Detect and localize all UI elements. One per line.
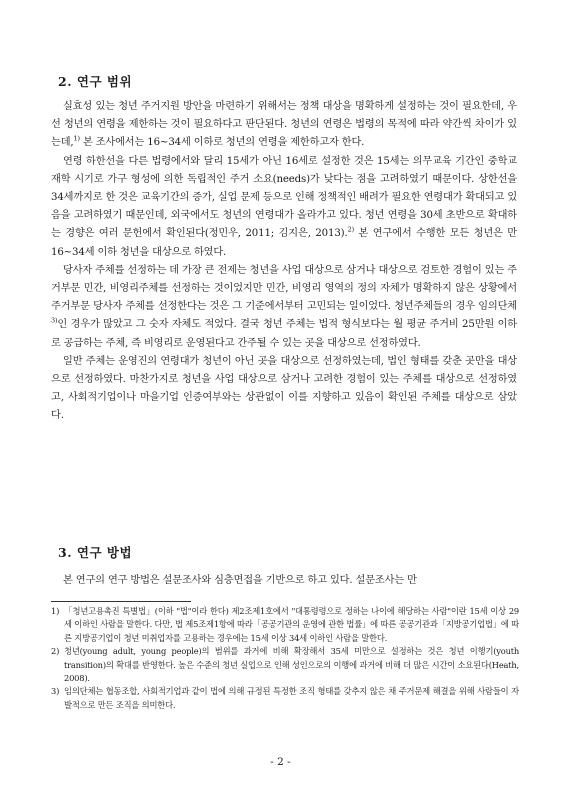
footnote-1 [51,605,519,645]
footnotes [51,605,519,712]
paragraph-2: 연령 하한선을 다른 법령에서와 달리 15세가 아닌 16세로 설정한 것은 15세는 의무교육 기간인 중학교 재학 시기로 가구 형성에 의한 독립적인 주거 소요(needs)가 낮다는 점을 고려하였기 때문이다. 상한선을 34세까지로 한 것은 교육기간의 증가, 실업 문제 등으로 인해 정책적인 배려가 필요한 연령대가 확대되고 있음을 고려하였기 때문인데, 외국에서도 청년의 연령대가 올라가고 있다. 청년 연령을 30세 초반으로 확대하는 경향은 여러 문헌에서 확인된다(정민우, 2011; 김지은, 2013).$^{2)}$ 본 연구에서 수행한 모든 청년은 만 16~34세 이하 청년을 대상으로 하였다. [51,155,518,258]
footnote-text: 임의단체는 협동조합, 사회적기업과 같이 법에 의해 규정된 특정한 조직 형태를 갖추지 않은 채 주거문제 해결을 위해 사람들이 자발적으로 만든 조직을 의미한다. [64,686,519,710]
footnote-ref-3[interactable]: 3) [51,317,58,326]
footnote-divider [51,601,191,602]
section-2-body [51,98,517,426]
footnote-2 [51,645,519,685]
footnote-number: 2) [51,646,60,657]
footnote-number: 1) [51,606,60,616]
paragraph-5: 본 연구의 연구 방법은 설문조사와 심층면접을 기반으로 하고 있다. 설문조사는 만 [63,575,417,586]
paragraph-1: 실효성 있는 청년 주거지원 방안을 마련하기 위해서는 정책 대상을 명확하게 설정하는 것이 필요한데, 우선 청년의 연령을 제한하는 것이 필요하다고 판단된다. 청년의 연령은 법령의 목적에 따라 약간씩 차이가 있는데,$^{1)}$ 본 조사에서는 16~34세 이하로 청년의 연령을 제한하고자 한다. [51,101,517,149]
section-2-heading: 2. 연구 범위 [58,74,133,89]
section-3-body [51,572,517,590]
page-number: - 2 - [270,756,291,768]
footnote-text: 청년(young adult, young people)의 범위를 과거에 비해 확장해서 35세 미만으로 설정하는 것은 청년 이행기(youth transition)의 확대를 반영한다. 높은 수준의 청년 실업으로 인해 성인으로의 이행에 과거에 비해 더 많은 시간이 소요된다(Heath, 2008). [64,646,519,684]
footnote-text: 「청년고용촉진 특별법」(이하 "법"이라 한다) 제2조제1호에서 "대통령령으로 정하는 나이에 해당하는 사람"이란 15세 이상 29세 이하인 사람을 말한다. 다만, 법 제5조제1항에 따라「공공기관의 운영에 관한 법률」에 따른 공공기관과「지방공기업법」에 따른 지방공기업이 청년 미취업자를 고용하는 경우에는 15세 이상 34세 이하인 사람을 말한다. [64,606,519,643]
section-3-heading: 3. 연구 방법 [58,545,133,560]
footnote-ref-1[interactable]: 1) [73,135,80,144]
footnote-number: 3) [51,686,60,697]
footnote-3 [51,685,519,712]
footnote-ref-2[interactable]: 2) [347,226,354,235]
paragraph-4: 일반 주체는 운영진의 연령대가 청년이 아닌 곳을 대상으로 선정하였는데, 법인 형태를 갖춘 곳만을 대상으로 선정하였다. 마찬가지로 청년을 사업 대상으로 삼거나 고려한 경험이 있는 주체를 대상으로 선정하였고, 사회적기업이나 마을기업 인증여부와는 상관없이 이를 지향하고 있음이 확인된 주체를 대상으로 삼았다. [51,355,517,422]
paragraph-3: 당사자 주체를 선정하는 데 가장 큰 전제는 청년을 사업 대상으로 삼거나 대상으로 검토한 경험이 있는 주거부문 민간, 비영리주체를 선정하는 것이었지만 민간, 비영리 영역의 정의 자체가 명확하지 않은 상황에서 주거부문 당사자 주체를 선정한다는 것은 그 기준에서부터 고민되는 일이었다. 청년주체들의 경우 임의단체$^{3)}$인 경우가 많았고 그 숫자 자체도 적었다. 결국 청년 주체는 법적 형식보다는 월 평균 주거비 25만원 이하로 공급하는 주체, 즉 비영리로 운영된다고 간주될 수 있는 곳을 대상으로 선정하였다. [51,264,517,349]
